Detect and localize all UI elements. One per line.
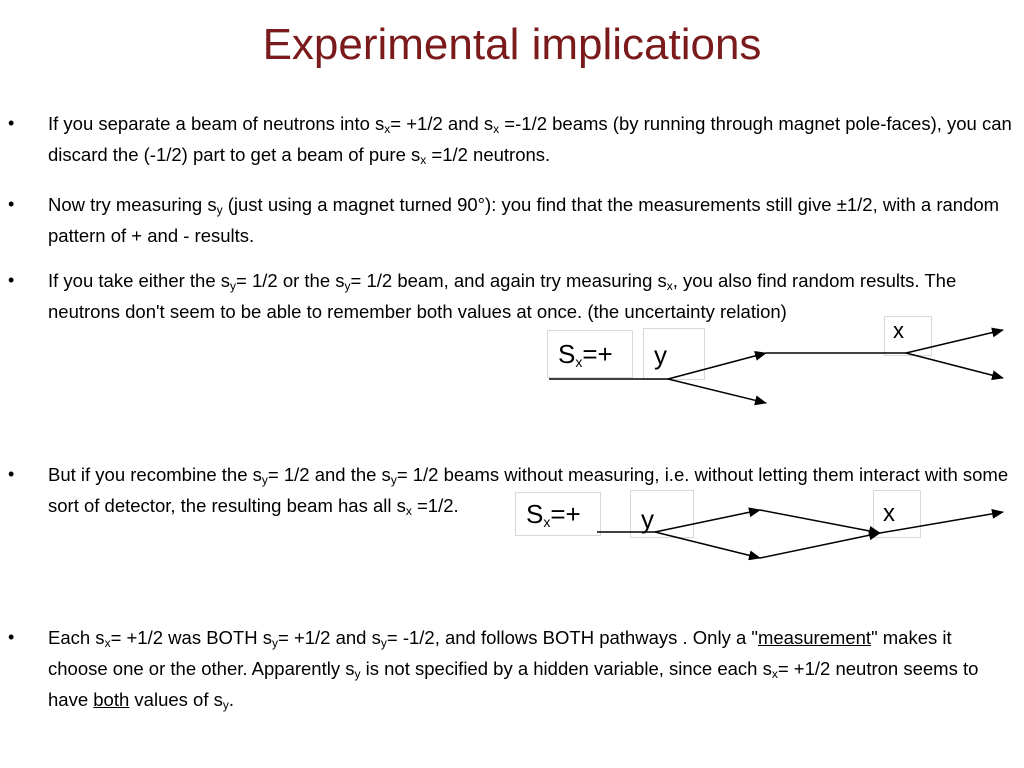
- bullet-dot: •: [8, 113, 15, 133]
- y-label: y: [641, 504, 654, 534]
- bullet-1: • If you separate a beam of neutrons into $s_x= +1/2$ and $s_x =-1/2$ beams (by running through magnet pole-faces), you can discard the (-1/2) part to get a beam of pure $s_x =1/2$ neutrons.: [48, 108, 1013, 170]
- y-label: y: [654, 340, 667, 370]
- x-label: x: [893, 318, 904, 343]
- sx-plus-label: $S_x=+$: [526, 499, 581, 530]
- bullet-4: • But if you recombine the $s_y= 1/2$ and the $s_y= 1/2$ beams without measuring, i.e. without letting them interact with some sort of detector, the resulting beam has all $s_x =1/2$.: [48, 459, 1013, 521]
- bullet-dot: •: [8, 627, 15, 647]
- x-label: x: [883, 500, 895, 527]
- bullet-dot: •: [8, 194, 15, 214]
- bullet-dot: •: [8, 270, 15, 290]
- bullet-dot: •: [8, 464, 15, 484]
- bullet-2: • Now try measuring $s_y$ (just using a magnet turned 90°): you find that the measurements still give ±1/2, with a random pattern of + and - results.: [48, 189, 1013, 251]
- sx-plus-label: $S_x=+$: [558, 339, 613, 370]
- bullet-5: • Each $s_x= +1/2$ was BOTH $s_y= +1/2$ and $s_y= -1/2$, and follows BOTH pathways . Only a "measurement" makes it choose one or the other. Apparently $s_y$ is not specified by a hidden variable, since each $s_x= +1/2$ neutron seems to have both values of $s_y$.: [48, 622, 1013, 715]
- page-title: Experimental implications: [262, 20, 762, 69]
- bullet-3: • If you take either the $s_y= 1/2$ or the $s_y= 1/2$ beam, and again try measuring $s_x$, you also find random results. The neutrons don't seem to be able to remember both values at once. (the uncertainty relation): [48, 265, 1013, 327]
